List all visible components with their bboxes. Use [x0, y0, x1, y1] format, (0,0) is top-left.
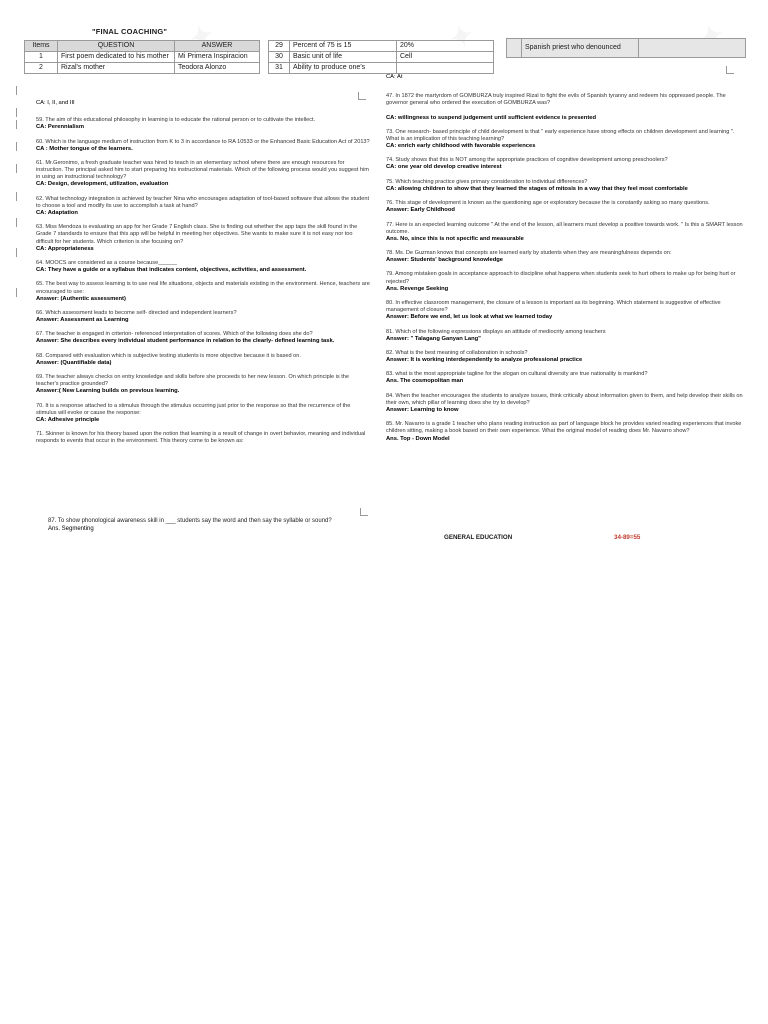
list-item [386, 222, 744, 244]
list-item [386, 371, 744, 385]
answer-text: CA: Design, development, utilization, evaluation [36, 181, 169, 188]
page-corner [726, 66, 734, 74]
question-text: 62. What technology integration is achieved by teacher Nina who encourages adaptation of tool-based software that allows the student to choose a tool and modify its use to accomplish a task at hand? [36, 195, 370, 209]
list-item [386, 157, 744, 171]
page-corner [360, 508, 368, 516]
answer-text: Answer: It is working interdependently to analyze professional practice [386, 357, 583, 364]
item-number: 2 [25, 63, 58, 74]
list-item [386, 179, 744, 193]
answer-text: CA : Mother tongue of the learners. [36, 145, 133, 152]
question-text: 74. Study shows that this is NOT among the appropriate practices of cognitive development among preschoolers? [386, 157, 668, 164]
question-text: 76. This stage of development is known as the questioning age or exploratory because the is constantly asking so many questions. [386, 200, 710, 207]
page-corner [358, 92, 366, 100]
answer-text: CA: Appropriateness [36, 245, 94, 252]
answer-text: Answer: (Quantifiable data) [36, 359, 112, 366]
list-item [36, 310, 370, 324]
item-number: 31 [269, 63, 290, 74]
margin-mark [16, 120, 23, 129]
answer-text: CA: Perennialism [36, 124, 84, 131]
question-text: 59. The aim of this educational philosophy in learning is to educate the rational person or to cultivate the intellect. [36, 117, 316, 124]
table-row [507, 39, 746, 58]
question-text: 84. When the teacher encourages the students to analyze issues, think critically about information given to them, and help develop their skills on their own, which pillar of learning does she try to develop? [386, 392, 743, 406]
question-cell: Ability to produce one's [290, 63, 397, 74]
question-text: 77. Here is an expected learning outcome " At the end of the lesson, all learners must develop a positive towards work. " Is this a SMART lesson outcome. [386, 221, 743, 235]
question-text: 81. Which of the following expressions displays an attitude of mediocrity among teachers [386, 328, 606, 335]
coaching-table-1 [24, 40, 260, 74]
question-text: 60. Which is the language medium of instruction from K to 3 in accordance to RA 10533 or the Enhanced Basic Education Act of 2013? [36, 138, 370, 145]
margin-mark [16, 164, 23, 173]
header-answer: ANSWER [175, 41, 260, 52]
bottom-answer-sheet [24, 514, 374, 548]
question-text: 63. Miss Mendoza is evaluating an app for her Grade 7 English class. She is finding out whether the app taps the skill found in the Grade 7 standards to ensure that this app will be helpful in meeting her objectives. She wants to make sure it is not easy nor too difficult for her students. Which criterion is she focusing on? [36, 224, 358, 245]
answer-cell: 20% [397, 41, 494, 52]
list-item [386, 329, 744, 343]
question-text: 69. The teacher always checks on entry knowledge and skills before she proceeds to her new lesson. On which principle is the teacher's practice grounded? [36, 374, 350, 388]
item-number: 29 [269, 41, 290, 52]
item-number [507, 39, 522, 58]
answer-text: Answer: " Talagang Ganyan Lang" [386, 335, 481, 342]
score-label: 34-89=55 [614, 534, 641, 541]
answer-text: Answer: (Authentic assessment) [36, 295, 126, 302]
question-text: 71. Skinner is known for his theory based upon the notion that learning is a result of change in overt behavior, meaning and individual responds to events that occur in the environment. This theory come to be known as: [36, 431, 366, 445]
margin-mark [16, 248, 23, 257]
list-item [386, 300, 744, 322]
margin-mark [16, 86, 23, 95]
item-number: 30 [269, 52, 290, 63]
header-items: Items [25, 41, 58, 52]
answer-text: Answer: Early Childhood [386, 207, 455, 214]
question-text: 80. In effective classroom management, the closure of a lesson is important as its beginning. Which statement is suggestive of effective management of closure? [386, 299, 721, 314]
margin-mark [16, 218, 23, 227]
question-text: 70. It is a response attached to a stimulus through the stimulus occurring just prior to the response so that the recurrence of the stimulus will evoke or cause the response: [36, 402, 351, 416]
answer-text: CA: willingness to suspend judgement until sufficient evidence is presented [386, 114, 597, 121]
list-item [36, 431, 370, 445]
list-item [386, 421, 744, 443]
table-row [25, 63, 260, 74]
margin-mark [16, 192, 23, 201]
question-text: 73. One research- based principle of child development is that " early experience have strong effects on children development and learning ". What is an implication of this teaching learning? [386, 128, 735, 142]
question-text: 79. Among mistaken goals in acceptance approach to discipline what happens when students seek to hurt others to make up for being hurt or rejected? [386, 271, 736, 285]
question-text: 85. Mr. Navarro is a grade 1 teacher who plans reading instruction as part of language block he provides varied reading experiences that invoke children sitting, making a book based on their own experience. What the original model of reading does Mr. Navarro show? [386, 421, 742, 435]
list-item [36, 260, 370, 274]
list-item [386, 393, 744, 415]
question-cell: Spanish priest who denounced [522, 39, 639, 58]
answer-cell [397, 63, 494, 74]
left-answer-sheet [24, 94, 374, 520]
table-row [269, 52, 494, 63]
answer-text: Ans. The cosmopolitan man [386, 378, 464, 385]
list-item [386, 93, 744, 107]
answer-text: Answer: Before we end, let us look at what we learned today [386, 314, 553, 321]
list-item [386, 350, 744, 364]
list-item [386, 129, 744, 151]
header-question: QUESTION [58, 41, 175, 52]
answer-text: Ans. Segmenting [48, 525, 94, 532]
list-item [36, 160, 370, 189]
question-text: 82. What is the best meaning of collaboration in schools? [386, 349, 528, 356]
answer-text: Answer: Assessment as Learning [36, 317, 129, 324]
answer-cell [639, 39, 746, 58]
answer-cell: Teodora Alonzo [175, 63, 260, 74]
right-question-list [380, 93, 744, 443]
question-text: 66. Which assessment leads to become self- directed and independent learners? [36, 309, 237, 316]
answer-text: Ans. Top - Down Model [386, 435, 450, 442]
list-item [36, 331, 370, 345]
subject-label: GENERAL EDUCATION [444, 534, 513, 541]
list-item [36, 196, 370, 218]
left-question-list [24, 117, 374, 445]
question-text: 47. In 1872 the martyrdom of GOMBURZA truly inspired Rizal to fight the evils of Spanish tyranny and redeem his oppressed people. The governor general who ordered the execution of GOMBURZA was? [386, 93, 726, 107]
answer-text: CA: Adaptation [36, 210, 78, 217]
list-item [386, 271, 744, 293]
answer-text: Ans. No, since this is not specific and measurable [386, 235, 524, 242]
list-item [386, 250, 744, 264]
question-text: 78. Ms. De Guzman knows that concepts are learned early by students when they are meaningfulness depends on: [386, 250, 672, 257]
answer-cell: Mi Primera Inspiracion [175, 52, 260, 63]
first-answer: CA: At [386, 74, 403, 80]
question-text: 83. what is the most appropriate tagline for the slogan on cultural diversity are true nationality is mankind? [386, 371, 648, 378]
answer-text: CA: one year old develop creative interest [386, 164, 502, 171]
question-cell: Percent of 75 is 15 [290, 41, 397, 52]
question-text: 65. The best way to assess learning is to use real life situations, objects and materials existing in the environment. Hence, teachers are encouraged to use: [36, 281, 370, 295]
question-text: 87. To show phonological awareness skill in ___ students say the word and then say the syllable or sound? [48, 518, 332, 524]
answer-cell: Cell [397, 52, 494, 63]
answer-text: CA: enrich early childhood with favorable experiences [386, 143, 536, 150]
coaching-table-2 [268, 40, 494, 74]
list-item [36, 224, 370, 253]
question-cell: Rizal's mother [58, 63, 175, 74]
list-item [36, 403, 370, 425]
question-text: 67. The teacher is engaged in criterion- referenced interpretation of scores. Which of the following does she do? [36, 331, 313, 338]
list-item [386, 200, 744, 214]
answer-text: Ans. Revenge Seeking [386, 285, 449, 292]
item-number: 1 [25, 52, 58, 63]
question-cell: First poem dedicated to his mother [58, 52, 175, 63]
coaching-table-3 [506, 38, 746, 58]
first-answer: CA: I, II, and III [36, 100, 75, 106]
table-row [25, 52, 260, 63]
list-item [36, 374, 370, 396]
table-row [269, 63, 494, 74]
answer-text: Answer: Learning to know [386, 407, 459, 414]
list-item [36, 281, 370, 303]
question-text: 68. Compared with evaluation which is subjective testing students is more objective because it is based on. [36, 352, 301, 359]
question-text: 64. MOOCS are considered as a course because______ [36, 259, 177, 266]
list-item [36, 117, 370, 131]
question-cell: Basic unit of life [290, 52, 397, 63]
list-item [386, 115, 744, 122]
table-row [269, 41, 494, 52]
answer-text: Answer: She describes every individual student performance in relation to the clearly- defined learning task. [36, 338, 335, 345]
question-text: 75. Which teaching practice gives primary consideration to individual differences? [386, 178, 588, 185]
final-coaching-caption: "FINAL COACHING" [92, 27, 168, 36]
margin-mark [16, 142, 23, 151]
answer-text: Answer: Students' background knowledge [386, 257, 504, 264]
margin-mark [16, 108, 23, 117]
answer-text: CA: allowing children to show that they learned the stages of mitosis in a way that they feel most comfortable [386, 185, 688, 192]
answer-text: Answer:( New Learning builds on previous learning. [36, 388, 180, 395]
right-answer-sheet [380, 74, 744, 524]
list-item [36, 353, 370, 367]
list-item [36, 139, 370, 153]
answer-text: CA: Adhesive principle [36, 416, 100, 423]
answer-text: CA: They have a guide or a syllabus that indicates content, objectives, activities, and assessment. [36, 267, 307, 274]
margin-mark [16, 288, 23, 297]
question-text: 61. Mr.Geronimo, a fresh graduate teacher was hired to teach in an elementary school where there are enough resources for instruction. The principal asked him to start preparing his instructional materials. Which of the following process would you suggest him in using an instructional technology? [36, 160, 369, 181]
